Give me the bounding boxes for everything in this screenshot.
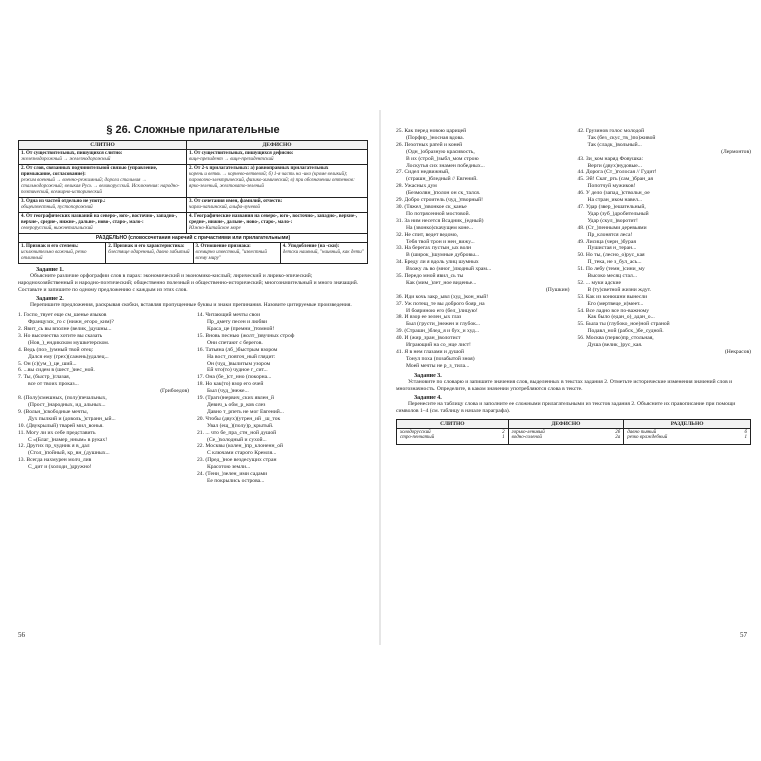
poem-line: 47. Удар (звер_)ешательный, — [577, 203, 646, 210]
page-number-left: 56 — [18, 631, 25, 639]
poem-line: Красотою земли... — [207, 464, 251, 471]
poem-line: Вхожу ль во (мног_)людный храм... — [406, 266, 492, 273]
poem-line: В (ту)светной жизни ждут. — [587, 286, 652, 293]
rules-row — [19, 213, 368, 234]
poem-line: (Стол_)пойный, кр_вн_(душных... — [28, 450, 110, 457]
poem-line: Дух пылкий и (доволь_)странн_ый... — [28, 415, 116, 422]
poem-line: 20. Чтобы (двух)(утрен_ий _ш_ток — [197, 415, 281, 422]
answer-code: 2 — [502, 429, 505, 435]
task3-text: Установите по словарю и запишите значения слов, выделенных в текстах задания 2. Отметьте исторические изменения значений слов и многозначность. Определите, в каком значении употребляются слова в тексте. — [396, 378, 733, 392]
poem-line: (Се_)холодный и сухой... — [207, 436, 267, 443]
poem-line: 3. Но высочества хотите вы сказать — [18, 332, 103, 339]
poem-line: Как было (едан_о)_адан_о... — [587, 314, 655, 321]
poem-line: 5. Он (с)(ум_)_це_ший... — [18, 360, 77, 367]
right-column-a — [396, 128, 570, 370]
poem-line: (Нов_)_ендикском мушкетерском. — [28, 339, 110, 346]
poem-line: Краса_це (премни_)томной! — [207, 326, 275, 332]
poem-line: 1. Госпо_твует еще см_шенье языков — [18, 312, 107, 319]
poem-line: Тебя твой трон и нен_вижу... — [406, 238, 475, 245]
rule-example: исключительно важный, резко отличный — [21, 250, 87, 261]
left-page — [0, 110, 380, 645]
poem-line: Увал (ещ_)(полу)р_крытый. — [207, 422, 274, 429]
poem-line: По потрясенной мостовой. — [406, 210, 470, 217]
left-column-a — [18, 312, 189, 485]
poem-line: 26. Пехотных ратей и коней — [396, 141, 463, 148]
answer-col-hyphen: ДЕФИСНО — [508, 419, 624, 428]
rule-heading: 2. Признак и его характеристика: — [108, 244, 185, 249]
rule-example: северорусский, нижнетагильский — [21, 226, 93, 231]
task4-heading: Задание 4. — [414, 395, 442, 402]
rule-heading: 3. Отношение признака: — [195, 244, 251, 249]
poem-line: 13. Всегда нахмурен молч_лив — [18, 457, 92, 464]
poem-line: 30. (Тяжел_)звонкое ск_канье — [396, 203, 467, 210]
poem-line: 7. Ты, (быстр_)глазая, — [18, 374, 71, 381]
poem-line: Его (мертвеце_и)меет... — [587, 300, 644, 307]
poem-line: На стран_иком навел... — [587, 197, 643, 204]
rule-heading: 2. От 2-х прилагательных: а) равноправных прилагательных — [189, 166, 329, 171]
poem-line: 22. Москвы (колен_)пр_клоненн_ой — [197, 443, 284, 450]
rule-heading: 3. Одна из частей отдельно не употр.: — [21, 199, 106, 204]
answer-code: 1 — [744, 434, 747, 440]
poem-line: Был (грусти_)нежен и глубок... — [406, 321, 481, 328]
poem-line: И бояриною его (бел_)лицую! — [406, 307, 478, 314]
poem-line: 31. За ним несется Всадник_(едный) — [396, 217, 484, 224]
poem-line: Удар (скул_)воротит! — [587, 217, 638, 224]
poem-line: 4. Ведь (поэ_)умный твой отец: — [18, 346, 94, 353]
poem-line: Девич_ь обм_р_ков слез — [207, 401, 266, 408]
rules-row — [19, 198, 368, 213]
poem-line: 28. Ужасных дум — [396, 183, 437, 190]
rules-separate-row — [19, 243, 367, 263]
rules-col-joined: СЛИТНО — [19, 141, 187, 150]
poem-line: Пр_дмету песен и любви — [207, 319, 267, 326]
answer-word: водно-соленой — [511, 434, 542, 440]
poem-line: 16. Татьяна (лб_)быстрым взором — [197, 346, 278, 353]
poem-line: 51. По лебу (темн_)сини_му — [577, 266, 645, 273]
poem-line: Французск_го с (нижн_егоро_ким)? — [28, 319, 114, 326]
poem-line: все от твоих проказ... — [28, 381, 79, 388]
left-columns — [18, 312, 368, 485]
poem-line: (Порфир_)носная вдова. — [406, 134, 465, 141]
rule-heading: 4. Географические названия на северо-, юго-, восточно-, западно-, верхне-, средне-, нижне-, дальне-, ново-, старо-, мало-: — [189, 214, 358, 225]
task2-text: Перепишите предложения, раскрывая скобки, вставляя пропущенные буквы и знаки препинания. Назовите цитируемые произведения. — [30, 302, 352, 309]
poem-line: (страшн_)бледный // Евгений. — [406, 176, 478, 183]
poem-line: 42. Грузинов голос молодой — [577, 128, 645, 134]
poem-line: 54. Все ладно все по-важному — [577, 307, 649, 314]
poem-line: 2. Явит_сь вы вполне (велик_)душны... — [18, 326, 112, 332]
poem-line: (Лермонтов) — [721, 148, 751, 155]
poem-line: Тонул поха (позабытой зноя) — [406, 355, 475, 362]
poem-line: 27. Сидел недвижный, — [396, 169, 450, 176]
poem-line: С ключами старого Кремля... — [207, 450, 277, 457]
poem-line: Дался ему (грех)(сажень)удалец... — [28, 353, 109, 360]
answer-code: 2б — [615, 429, 621, 435]
poem-line: С_дит и (холоди_)дружно! — [28, 464, 92, 471]
poem-line: На вост_повточ_ный глядит: — [207, 353, 276, 360]
answer-col-separate: РАЗДЕЛЬНО — [624, 419, 751, 428]
answer-code: 1 — [502, 434, 505, 440]
rule-example: блестяще одаренный, давно забытый — [108, 250, 190, 255]
poem-line: 56. Москва (перво)пр_стольная, — [577, 335, 654, 342]
poem-line: Был (чуд_)неже... — [207, 388, 249, 395]
poem-line: 17. Она (бе_)ст_нно (покорна... — [197, 374, 272, 381]
poem-line: Высоко месяц стал... — [587, 273, 638, 280]
poem-line: Ей что(то) чудное г_сит... — [207, 367, 268, 374]
poem-line: (Пушкин) — [545, 286, 570, 293]
rule-example: вице-президент → вице-президентский — [189, 157, 274, 162]
poem-line: 12. Других пр_чудник я в_дал — [18, 443, 90, 450]
poem-line: 25. Как перед новою царицей — [396, 128, 467, 134]
poem-line: (Одн_)образную красивость, — [406, 148, 475, 155]
poem-line: (Грибоедов) — [160, 388, 189, 395]
poem-line: 33. На берегах пустын_ых волн — [396, 245, 472, 252]
answer-col-joined: СЛИТНО — [397, 419, 509, 428]
poem-line: Так (сладк_)вольный... — [587, 141, 642, 148]
poem-line: Он (чуд_)вылитым узором — [207, 360, 271, 367]
poem-line: 37. Уж потещ_те вы доброго бояр_на — [396, 300, 485, 307]
poem-line: Как (мим_)лет_ное виденье... — [406, 279, 477, 286]
poem-line: 41. Я в нем глазами и душой — [396, 349, 465, 355]
poem-line: 38. И взор ее зелен_ых глаз — [396, 314, 462, 321]
poem-line: 6. ...вы сидем в (шест_)иес_ной. — [18, 367, 95, 374]
poem-line: 53. Как из конюшни вынесли — [577, 293, 648, 300]
poem-line: Так (без_скус_тв_)по)живой — [587, 134, 656, 141]
rule-example: общеизвестный, пустопорожний — [21, 205, 93, 210]
poem-line: В (широк_)шумные дубровы... — [406, 252, 480, 259]
poem-line: 50. Но ты, (лесно_о)рус_кая — [577, 252, 645, 259]
answer-word: резко враждебный — [627, 434, 668, 440]
answer-code: 2а — [615, 434, 621, 440]
right-column-b — [578, 128, 752, 370]
left-column-b — [197, 312, 368, 485]
poem-line: 10. (Двукрылый) тварей мил_вонья. — [18, 422, 104, 429]
poem-line: 21. ... что бе_пра_стн_ной душой — [197, 429, 277, 436]
answer-row — [397, 428, 751, 444]
right-page — [380, 110, 761, 645]
task4-text: Перенесите на таблицу слова и заполните ее сложными прилагательными из текстов задания 2. Объясните их правописание при помощи символов 1–4 (см. таблицу в начале параграфа). — [396, 401, 736, 415]
poem-line: 39. (Страшн_)блед_я и бух_и худ... — [396, 328, 480, 335]
poem-line: (Прост_)народных, ид_альных... — [28, 401, 106, 408]
answer-word: стро-пенчатый — [400, 434, 435, 440]
poem-line: (Безмолвн_)полон он ск_тался. — [406, 190, 481, 197]
poem-line: Пушистая н_теран... — [587, 245, 637, 252]
poem-line: 15. Вновь песнью (жолт_)звучных строф — [197, 332, 295, 339]
poem-line: 40. И (жир_зран_)волотист — [396, 335, 461, 342]
poem-line: Моей мечты не р_з_тила... — [406, 362, 470, 369]
poem-line: 55. Была ты (глубоко_ное)ной страной — [577, 321, 670, 328]
poem-line: Удар (зуб_)дробительный — [587, 210, 649, 217]
poem-line: 48. (Ст_)пенными деревьями — [577, 224, 647, 231]
poem-line: 32. Не спит, ведет ведомо, — [396, 231, 459, 238]
poem-line: 24. (Тени_)зелен_ими садами — [197, 471, 268, 478]
rules-row — [19, 165, 368, 198]
rules-col-hyphen: ДЕФИСНО — [187, 141, 368, 150]
rule-heading: 1. От существительных, пишущихся дефисно: — [189, 151, 294, 156]
poem-line: 36. Иди кочь закр_ывл (худ_)кон_ный! — [396, 293, 489, 300]
poem-line: 43. Зи_ком наряд Фовушка: — [577, 155, 644, 162]
poem-line: Верги (двух)нудовые... — [587, 162, 642, 169]
poem-line: 35. Передо мной явил_сь ты — [396, 273, 464, 280]
poem-line: (Некрасов) — [724, 349, 751, 355]
answer-code: б — [744, 429, 747, 435]
rule-example: Южно-Китайское море — [189, 226, 241, 231]
section-title: § 26. Сложные прилагательные — [106, 124, 280, 136]
poem-line: 8. (Полу)смешных, (полу)печальных, — [18, 395, 107, 402]
poem-line: Играющий на со_нце лист! — [406, 342, 471, 349]
rule-heading: 2. От слов, связанных подчинительной связью (управление, примыкание, согласование): — [21, 166, 158, 177]
rule-example: детски наивный, "наивный, как дети" — [282, 250, 364, 255]
poem-line: 44. Дорога (Ст_)голосая // Гудит! — [577, 169, 657, 176]
poem-line: Они спетают с берегов. — [207, 339, 263, 346]
rule-example: железнодорожный → железнодорожный — [21, 157, 111, 162]
poem-line: В их (строй_)зыбл_мом строю — [406, 155, 479, 162]
poem-line: 9. (Вольн_)свободные мечты, — [18, 408, 89, 415]
rule-heading: 4. Уподобление (на -ски): — [282, 244, 340, 249]
rule-example: режим военный → военно-режимный; дорога стальная → стальнодорожный; великая Русь → великорусский. Исключения: народно-поэтический, всемирно-исторический — [21, 178, 180, 195]
poem-line: П_тека, не з_бул_ась... — [587, 259, 642, 266]
poem-line: Попотчуй мужиков! — [587, 183, 636, 190]
poem-line: С «(Благ_)намер_нным» в руках! — [28, 436, 108, 443]
poem-line: 14. Читающий мечты свои — [197, 312, 261, 319]
right-columns — [396, 128, 751, 370]
answer-word: холодорусский — [400, 429, 431, 435]
rule-heading: 1. Признак и его степень: — [21, 244, 79, 249]
poem-line: 18. Но как(то) взор его очей — [197, 381, 264, 388]
poem-line: 45. Эй! Скат_рть (сам_)бран_ая — [577, 176, 653, 183]
rules-row — [19, 150, 368, 165]
poem-line: Подавл_ной (рабск_)бе_судной. — [587, 328, 664, 335]
task1-heading: Задание 1. — [36, 267, 64, 273]
poem-line: Пр_клонятся леса! — [587, 231, 633, 238]
answer-word: давно пьяный — [627, 429, 657, 435]
poem-line: 19. (Траги)нервич_ских явлен_й — [197, 395, 274, 402]
poem-line: Давно т_рпеть не мог Евгений... — [207, 408, 284, 415]
poem-line: Душа (велик_)рус_кая. — [587, 342, 643, 349]
task3-heading: Задание 3. — [414, 372, 442, 379]
poem-line: Лоскутья сих знамен победных... — [406, 162, 485, 169]
book-gutter — [379, 110, 381, 645]
rule-example: корень и ветвь → корнево-ветвевой; б) 1-я часть на -ико (кроме великий); паровозно-электрический, физико-химический; в) при обозначении оттенков: ярко-зеленый, желтовато-зеленый — [189, 172, 355, 189]
rule-example: всемирно известный, "известный всему миру" — [195, 250, 267, 261]
page-number-right: 57 — [740, 631, 747, 639]
task2-heading: Задание 2. — [36, 296, 64, 303]
rule-heading: 3. От сочетания имен, фамилий, отчеств: — [189, 199, 283, 204]
poem-line: 49. Лисица (черн_)бурая — [577, 238, 636, 245]
poem-line: 11. Могу ли их себе представить — [18, 429, 96, 436]
rules-separate-heading: РАЗДЕЛЬНО (словосочетания наречий с причастиями или прилагательными) — [19, 234, 368, 243]
task1-text: Объясните различие орфографии слов в парах: экономический и экономико-кислый; лирический и лирико-эпический; народнохозяйственный и народно-поэтический; общественно полезный и общественно-исторический; многозначительный и много значащий. Составьте и запишите по одному предложению с каждым из этих слов. — [18, 273, 359, 293]
poem-line: 29. Добро строитель (чуд_)творный! — [396, 197, 483, 204]
rule-example: чарли-чаплинский, альфа-лучевой — [189, 205, 260, 210]
rule-heading: 4. От географических названий на северо-, юго-, восточно-, западно-, верхне-, средне-, нижне-, дальне-, ново-, старо-, мало-: — [21, 214, 178, 225]
rule-heading: 1. От существительных, пишущихся слитно: — [21, 151, 123, 156]
answer-word: горько-ленивый — [511, 429, 545, 435]
poem-line: 52. ... муки адские — [577, 279, 621, 286]
poem-line: На (звонко)скачущем коне... — [406, 224, 474, 231]
poem-line: 23. (Пред_)ное вездесущих стран — [197, 457, 277, 464]
poem-line: 46. У дело (запад_)ствольн_ое — [577, 190, 650, 197]
poem-line: 34. Бреду ли я вдоль улиц шумных — [396, 259, 479, 266]
answer-table — [396, 419, 751, 445]
poem-line: Ее покрылись острова... — [207, 477, 265, 484]
rules-table — [18, 140, 368, 264]
